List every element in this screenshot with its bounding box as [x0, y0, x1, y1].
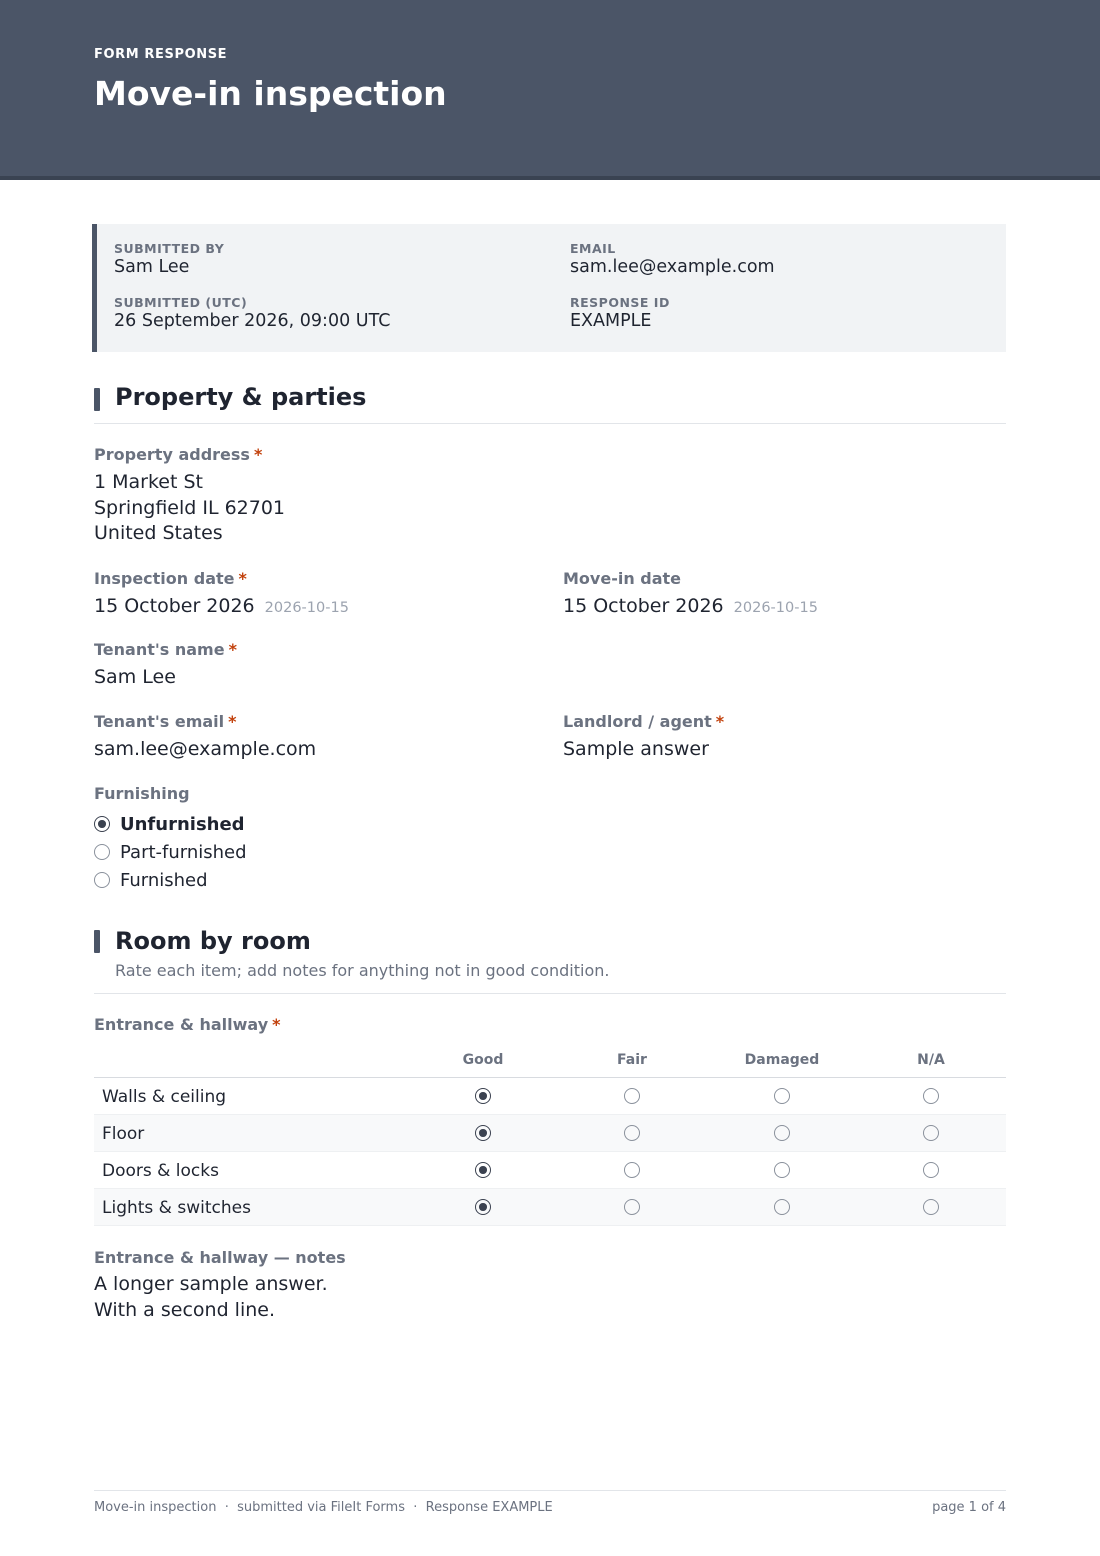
header-kicker: FORM RESPONSE: [94, 47, 228, 62]
field-entrance-hallway-label: [94, 1015, 281, 1034]
radio-selected-icon: [94, 816, 110, 832]
field-furnishing: [94, 784, 247, 894]
meta-value: 26 September 2026, 09:00 UTC: [114, 311, 391, 331]
field-label: Furnishing: [94, 784, 190, 803]
meta-submitted-by: [114, 241, 224, 277]
required-marker: *: [228, 712, 237, 731]
field-label: Inspection date *: [94, 569, 247, 588]
meta-label: SUBMITTED (UTC): [114, 295, 248, 310]
field-landlord-agent: [563, 712, 724, 763]
radio-selected-icon[interactable]: [475, 1162, 491, 1178]
address-line: Springfield IL 62701: [94, 496, 286, 519]
field-property-address: [94, 445, 285, 547]
table-row: [94, 1078, 1006, 1115]
field-value: sam.lee@example.com: [94, 738, 317, 760]
page-header: [0, 0, 1100, 180]
meta-email: [570, 241, 775, 277]
furnishing-option-furnished[interactable]: [94, 866, 247, 894]
meta-value: Sam Lee: [114, 257, 190, 277]
meta-label: RESPONSE ID: [570, 295, 670, 310]
section-rooms-header: [94, 928, 1006, 994]
radio-empty-icon[interactable]: [923, 1125, 939, 1141]
page-footer: [94, 1490, 1006, 1520]
radio-empty-icon[interactable]: [624, 1125, 640, 1141]
matrix-column-fair: Fair: [617, 1052, 647, 1068]
required-marker: *: [253, 445, 263, 464]
matrix-column-good: Good: [462, 1052, 504, 1068]
matrix-header: [94, 1044, 1006, 1078]
field-tenant-email: [94, 712, 316, 763]
furnishing-option-unfurnished[interactable]: [94, 810, 247, 838]
field-label: Move-in date: [563, 569, 682, 588]
option-label: Unfurnished: [120, 813, 245, 835]
section-description: Rate each item; add notes for anything not in good condition.: [115, 961, 610, 980]
radio-empty-icon[interactable]: [923, 1162, 939, 1178]
field-value: Sample answer: [563, 738, 709, 760]
radio-empty-icon[interactable]: [774, 1125, 790, 1141]
radio-empty-icon: [94, 872, 110, 888]
required-marker: *: [238, 569, 247, 588]
radio-selected-icon[interactable]: [475, 1199, 491, 1215]
iso-date: 2026-10-15: [733, 600, 818, 616]
section-accent-bar: [94, 388, 100, 411]
field-label: Tenant's email *: [94, 712, 237, 731]
field-value: 15 October 2026 2026-10-15: [94, 595, 349, 617]
row-label: Floor: [102, 1124, 145, 1144]
notes-line: With a second line.: [94, 1298, 275, 1321]
iso-date: 2026-10-15: [264, 600, 349, 616]
entrance-rating-matrix: [94, 1044, 1006, 1226]
furnishing-options: [94, 810, 247, 894]
table-row: [94, 1152, 1006, 1189]
field-label: Tenant's name *: [94, 640, 237, 659]
matrix-column-damaged: Damaged: [744, 1052, 820, 1068]
meta-label: EMAIL: [570, 241, 616, 256]
field-value: 15 October 2026 2026-10-15: [563, 595, 818, 617]
radio-empty-icon[interactable]: [774, 1199, 790, 1215]
meta-submitted-utc: [114, 295, 390, 331]
page-title: Move-in inspection: [94, 74, 447, 113]
required-marker: *: [272, 1015, 281, 1034]
table-row: [94, 1189, 1006, 1226]
radio-empty-icon[interactable]: [624, 1199, 640, 1215]
required-marker: *: [715, 712, 725, 731]
address-line: United States: [94, 522, 223, 544]
field-entrance-notes: [94, 1248, 346, 1323]
radio-empty-icon[interactable]: [923, 1088, 939, 1104]
meta-value: EXAMPLE: [570, 311, 652, 331]
table-row: [94, 1115, 1006, 1152]
row-label: Walls & ceiling: [102, 1087, 227, 1107]
section-title: Room by room: [115, 927, 311, 955]
row-label: Doors & locks: [102, 1161, 219, 1181]
section-title: Property & parties: [115, 383, 367, 411]
radio-empty-icon[interactable]: [774, 1088, 790, 1104]
field-label: Landlord / agent *: [563, 712, 725, 731]
field-label: Property address *: [94, 445, 263, 464]
required-marker: *: [228, 640, 237, 659]
field-value: [94, 470, 285, 547]
section-property-header: [94, 384, 1006, 424]
furnishing-option-part-furnished[interactable]: [94, 838, 247, 866]
meta-label: SUBMITTED BY: [114, 241, 225, 256]
radio-empty-icon[interactable]: [923, 1199, 939, 1215]
radio-selected-icon[interactable]: [475, 1125, 491, 1141]
radio-empty-icon: [94, 844, 110, 860]
field-label: Entrance & hallway — notes: [94, 1248, 346, 1267]
option-label: Furnished: [120, 869, 208, 891]
radio-selected-icon[interactable]: [475, 1088, 491, 1104]
field-value: Sam Lee: [94, 666, 176, 688]
address-line: 1 Market St: [94, 471, 203, 493]
footer-left-text: Move-in inspection · submitted via FileIt Forms · Response EXAMPLE: [94, 1500, 553, 1515]
meta-value: sam.lee@example.com: [570, 257, 775, 277]
radio-empty-icon[interactable]: [624, 1088, 640, 1104]
field-inspection-date: [94, 569, 349, 622]
field-tenant-name: [94, 640, 237, 691]
field-move-in-date: [563, 569, 818, 622]
row-label: Lights & switches: [102, 1198, 251, 1218]
field-label: Entrance & hallway *: [94, 1015, 281, 1034]
radio-empty-icon[interactable]: [774, 1162, 790, 1178]
field-value: [94, 1272, 346, 1323]
option-label: Part-furnished: [120, 841, 247, 863]
page-number: page 1 of 4: [932, 1500, 1006, 1515]
submission-meta-panel: [92, 224, 1006, 352]
matrix-column-na: N/A: [917, 1052, 945, 1068]
radio-empty-icon[interactable]: [624, 1162, 640, 1178]
meta-response-id: [570, 295, 670, 331]
section-accent-bar: [94, 930, 100, 953]
notes-line: A longer sample answer.: [94, 1273, 328, 1295]
